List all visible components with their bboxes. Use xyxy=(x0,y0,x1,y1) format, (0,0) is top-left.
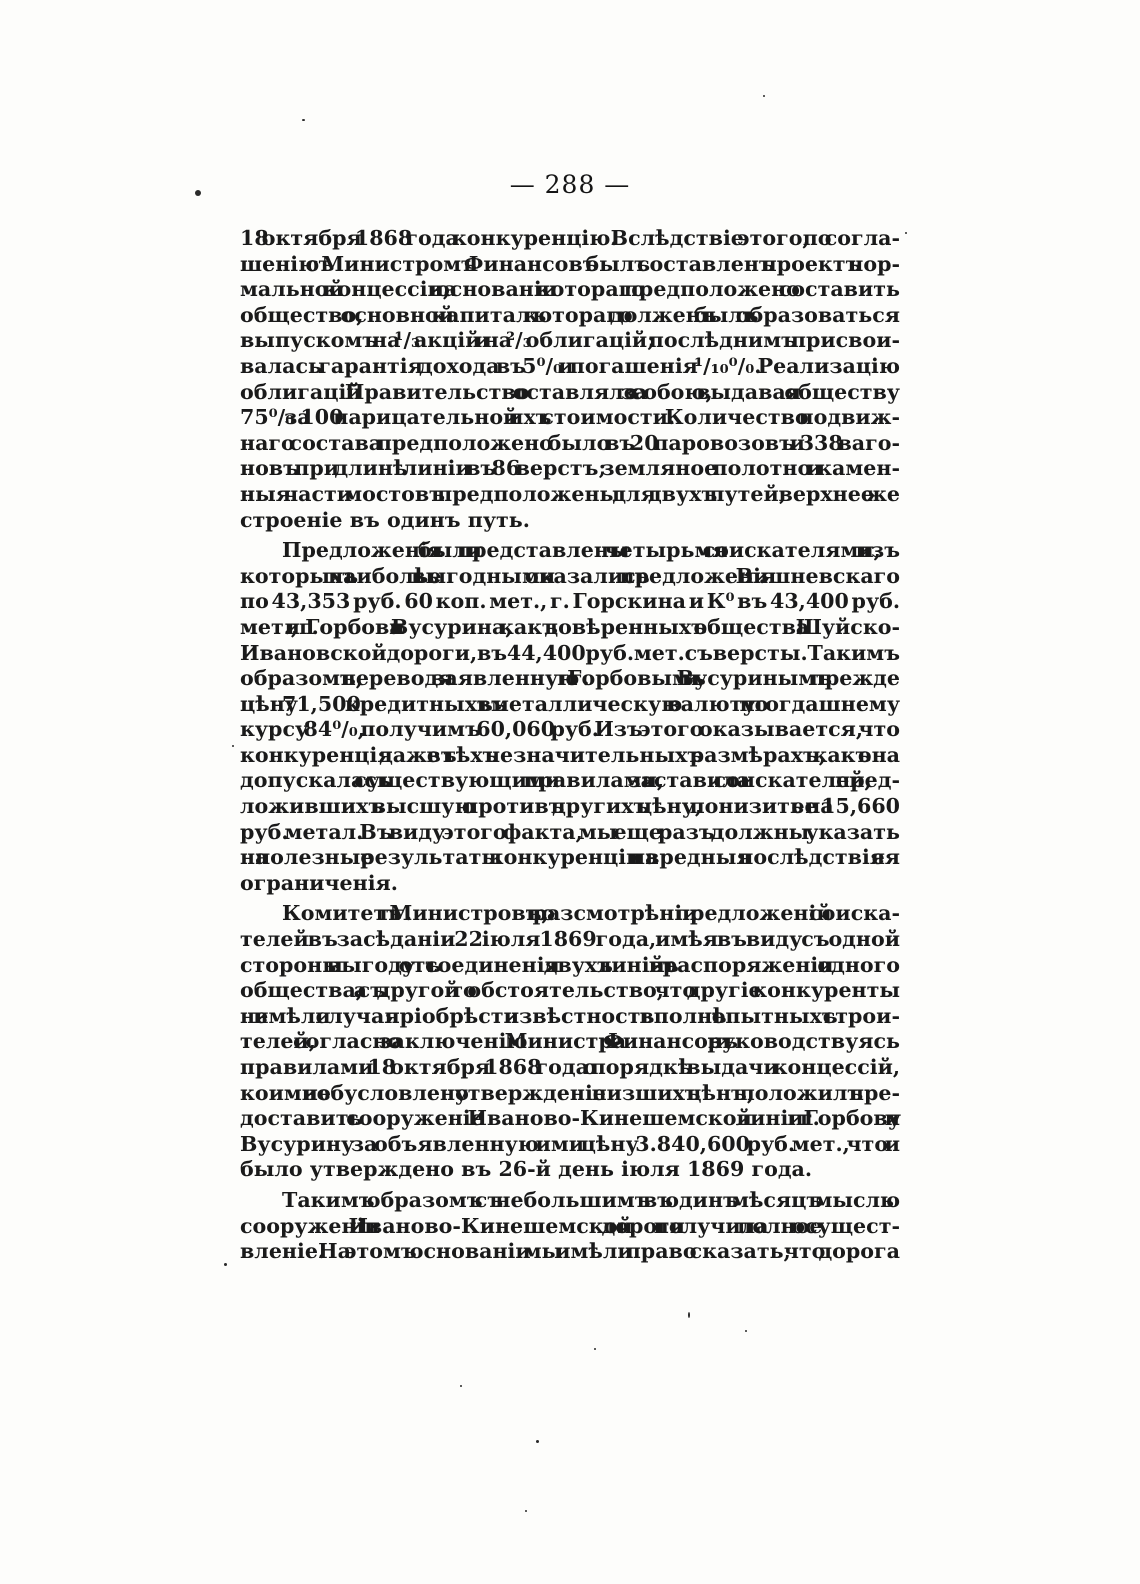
text-line: Ивановской дороги, въ 44,400 руб. мет. съ версты. Такимъ xyxy=(240,640,900,665)
text-line: ныя части мостовъ предположены для двухъ путей; верхнее же xyxy=(240,481,900,506)
text-line: мет., и гг. Горбова и Вусурина, какъ довѣренныхъ общества Шуйско- xyxy=(240,614,900,639)
text-line: 18 октября 1868 года конкуренцію. Вслѣдствіе этого, по согла- xyxy=(240,226,900,250)
text-line: валась гарантія дохода въ 5⁰/₀ и погашенія ¹/₁₀⁰/₀. Реализацію xyxy=(240,353,900,378)
paragraph-3 xyxy=(240,901,900,1183)
scan-speck xyxy=(460,1385,462,1387)
text-line: сооруженіи Иваново-Кинешемской дороги получила полное осущест- xyxy=(240,1213,900,1238)
text-line: правилами 18 октября 1868 года о порядкѣ выдачи концессій, xyxy=(240,1055,901,1079)
text-line: Вусурину за объявленную ими цѣну 3.840,600 руб. мет., что и xyxy=(240,1131,900,1156)
text-line: на полезные результаты конкуренціи и на вредныя послѣдствія ея xyxy=(240,845,900,870)
scan-speck xyxy=(745,1330,747,1332)
text-line: облигацій Правительство оставляло за собою, выдавая обществу xyxy=(240,379,900,404)
text-line: ложившихъ высшую противъ другихъ цѣну, понизить ее на 15,660 xyxy=(240,794,901,819)
paragraph-1 xyxy=(240,226,900,533)
text-line: Комитетъ гг. Министровъ, по разсмотрѣніи предложеній соиска- xyxy=(282,901,900,926)
text-line: 75⁰/₀ за 100 нарицательной ихъ стоимости. Количество подвиж- xyxy=(240,405,901,430)
text-line: допускалась существующими правилами, заставила соискателей, пред- xyxy=(240,768,900,793)
text-line: стороны выгоду отъ соединенія двухъ линій въ распоряженіи одного xyxy=(240,952,901,977)
text-line: шенію съ Министромъ Финансовъ былъ составленъ проектъ нор- xyxy=(240,251,901,276)
text-line: которыхъ наиболѣе выгодными оказались предложенія г. Вишневскаго xyxy=(240,563,901,588)
text-line: мальной концессіи, на основаніи котораго предположено составить xyxy=(240,277,900,302)
text-line: Такимъ образомъ съ небольшимъ въ одинъ мѣсяцъ мысль о xyxy=(282,1187,901,1212)
scan-speck xyxy=(688,1312,690,1318)
text-line: не имѣли случая пріобрѣсти извѣстность вполнѣ опытныхъ строи- xyxy=(240,1003,900,1028)
scan-speck xyxy=(232,745,234,747)
text-line: выпускомъ на ¹/₃ акцій и на ²/₃ облигацій; послѣднимъ присвои- xyxy=(240,328,901,353)
scan-speck xyxy=(302,119,305,121)
text-line: образомъ, переводя заявленную гг. Горбовымъ и Вусуринымъ прежде xyxy=(240,666,900,691)
scan-speck xyxy=(905,232,907,234)
text-line: ограниченія. xyxy=(240,870,398,895)
scan-speck xyxy=(525,1510,527,1512)
text-line: общество, основной капиталъ котораго долженъ былъ образоваться xyxy=(240,302,900,327)
text-line: коими не обусловлено утвержденіе низшихъ цѣнъ, положилъ пре- xyxy=(240,1080,900,1105)
scan-speck xyxy=(763,95,765,97)
text-line: было утверждено въ 26-й день іюля 1869 года. xyxy=(240,1157,813,1182)
page-number: — 288 — xyxy=(509,170,631,199)
scan-speck xyxy=(536,1440,539,1443)
text-line: по 43,353 руб. 60 коп. мет., г. Горскина и К⁰ въ 43,400 руб. xyxy=(240,589,901,614)
paragraph-2 xyxy=(240,538,900,896)
scan-speck xyxy=(195,190,201,196)
text-line: конкуренція даже въ тѣхъ незначительныхъ размѣрахъ, какъ она xyxy=(240,742,900,767)
text-line: руб. метал. Въ виду этого факта, мы еще разъ должны указать xyxy=(240,819,900,844)
text-line: телей въ засѣданіи 22 іюля 1869 года, имѣя въ виду съ одной xyxy=(240,927,900,952)
text-line: Предложенія были представлены четырьмя соискателями, изъ xyxy=(282,538,900,563)
scan-speck xyxy=(594,1348,596,1350)
scan-speck xyxy=(224,1263,227,1266)
text-line: строеніе въ одинъ путь. xyxy=(240,507,530,532)
body-text xyxy=(240,226,900,1265)
text-line: доставить сооруженіе Иваново-Кинешемской линіи гг. Горбову и xyxy=(240,1106,900,1131)
text-line: телей, согласно заключенію Министра Финансовъ и руководствуясь xyxy=(240,1029,901,1054)
paragraph-4 xyxy=(240,1188,900,1265)
text-line: вленіе. На этомъ основаніи мы имѣли право сказать, что дорога xyxy=(240,1239,900,1264)
text-line: общества, а съ другой то обстоятельство, что другіе конкуренты xyxy=(240,978,901,1003)
text-line: цѣну 71,500 кредитныхъ въ металлическую валюту по тогдашнему xyxy=(240,691,900,716)
text-line: курсу 84⁰/₀, получимъ 60,060 руб. Изъ этого оказывается, что xyxy=(240,717,900,742)
text-line: новъ при длинѣ линіи въ 86 верстъ; земляное полотно и камен- xyxy=(240,456,900,481)
text-line: наго состава предположено было въ 20 паровозовъ и 338 ваго- xyxy=(240,430,900,455)
